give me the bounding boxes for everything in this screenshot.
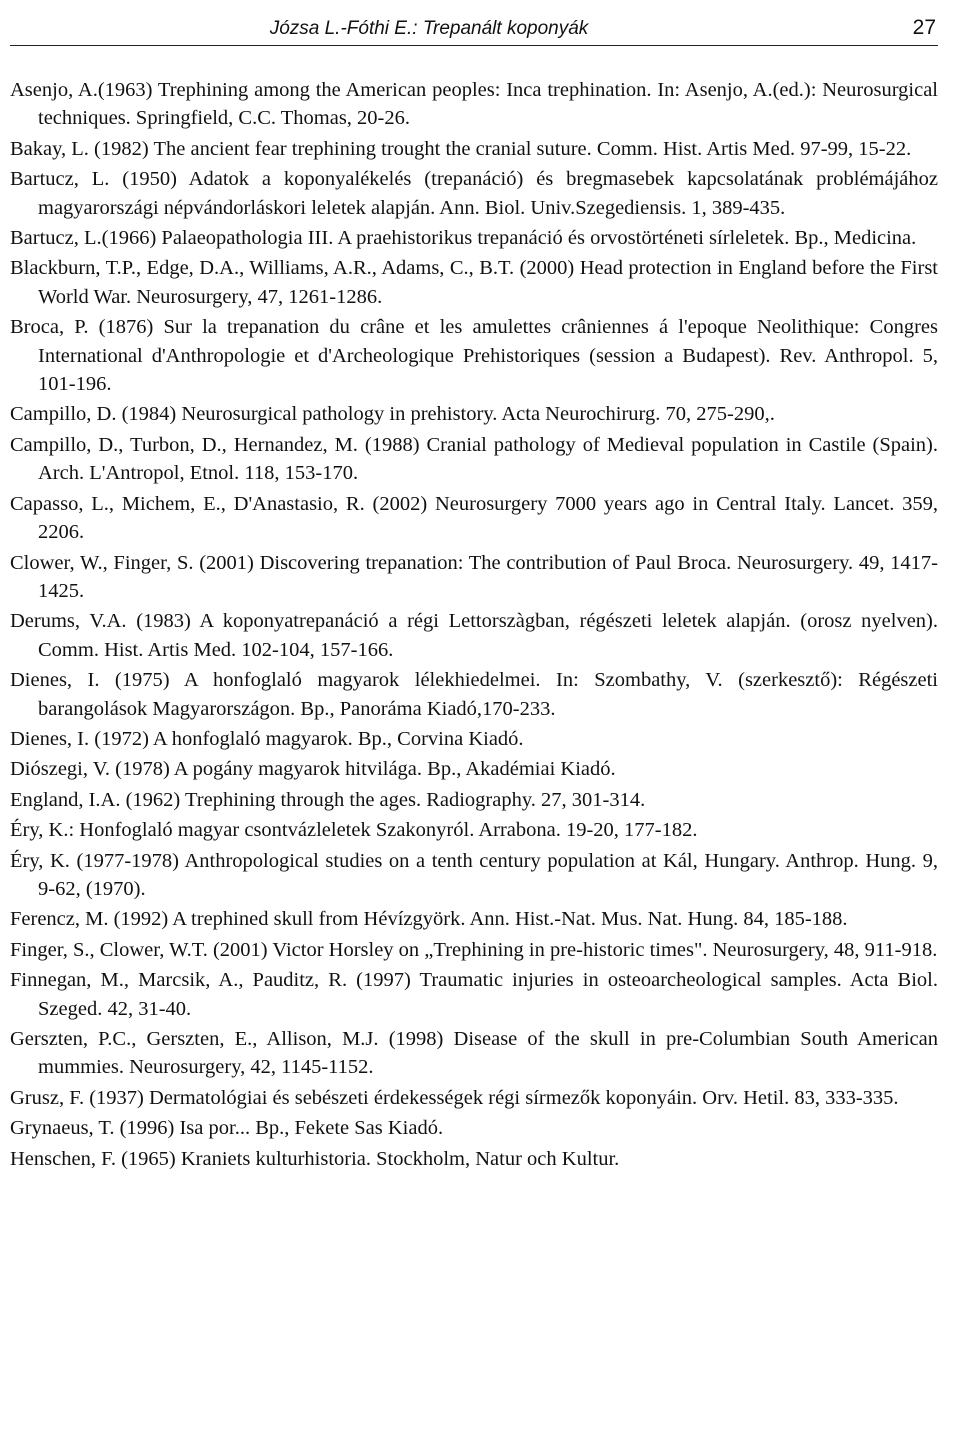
reference-entry: Blackburn, T.P., Edge, D.A., Williams, A.R., Adams, C., B.T. (2000) Head protection in England before the First World War. Neurosurgery, 47, 1261-1286.: [10, 257, 938, 308]
reference-entry: Gerszten, P.C., Gerszten, E., Allison, M.J. (1998) Disease of the skull in pre-Columbian South American mummies. Neurosurgery, 42, 1145-1152.: [10, 1028, 938, 1079]
reference-list: [10, 76, 938, 1173]
reference-entry: Derums, V.A. (1983) A koponyatrepanáció a régi Lettorszàgban, régészeti leletek alapján. (orosz nyelven). Comm. Hist. Artis Med. 102-104, 157-166.: [10, 610, 938, 661]
page-header: [10, 12, 938, 46]
reference-entry: Campillo, D. (1984) Neurosurgical pathology in prehistory. Acta Neurochirurg. 70, 275-290,.: [10, 403, 775, 426]
reference-entry: Éry, K. (1977-1978) Anthropological studies on a tenth century population at Kál, Hungary. Anthrop. Hung. 9, 9-62, (1970).: [10, 849, 938, 900]
reference-entry: Diószegi, V. (1978) A pogány magyarok hitvilága. Bp., Akadémiai Kiadó.: [10, 758, 616, 781]
reference-entry: Grusz, F. (1937) Dermatológiai és sebészeti érdekességek régi sírmezők koponyáin. Orv. Hetil. 83, 333-335.: [10, 1086, 899, 1109]
reference-entry: Ferencz, M. (1992) A trephined skull from Hévízgyörk. Ann. Hist.-Nat. Mus. Nat. Hung. 84, 185-188.: [10, 908, 848, 931]
reference-entry: Broca, P. (1876) Sur la trepanation du crâne et les amulettes crâniennes á l'epoque Neolithique: Congres International d'Anthropologie et d'Archeologique Prehistoriques (session a Budapest). Rev. Anthropol. 5, 101-196.: [10, 316, 938, 396]
reference-entry: Henschen, F. (1965) Kraniets kulturhistoria. Stockholm, Natur och Kultur.: [10, 1147, 620, 1170]
reference-entry: Dienes, I. (1975) A honfoglaló magyarok lélekhiedelmei. In: Szombathy, V. (szerkesztő): Régészeti barangolások Magyarországon. Bp., Panoráma Kiadó,170-233.: [10, 669, 938, 720]
reference-entry: Capasso, L., Michem, E., D'Anastasio, R. (2002) Neurosurgery 7000 years ago in Central Italy. Lancet. 359, 2206.: [10, 492, 938, 544]
reference-entry: England, I.A. (1962) Trephining through the ages. Radiography. 27, 301-314.: [10, 788, 646, 811]
reference-entry: Asenjo, A.(1963) Trephining among the American peoples: Inca trephination. In: Asenjo, A.(ed.): Neurosurgical techniques. Springfield, C.C. Thomas, 20-26.: [10, 79, 938, 130]
reference-entry: Bartucz, L.(1966) Palaeopathologia III. A praehistorikus trepanáció és orvostörténeti sírleletek. Bp., Medicina.: [10, 227, 917, 250]
reference-entry: Campillo, D., Turbon, D., Hernandez, M. (1988) Cranial pathology of Medieval population in Castile (Spain). Arch. L'Antropol, Etnol. 118, 153-170.: [10, 433, 938, 485]
reference-entry: Finnegan, M., Marcsik, A., Pauditz, R. (1997) Traumatic injuries in osteoarcheological samples. Acta Biol. Szeged. 42, 31-40.: [10, 969, 938, 1020]
reference-entry: Finger, S., Clower, W.T. (2001) Victor Horsley on „Trephining in pre-historic times". Neurosurgery, 48, 911-918.: [10, 938, 938, 961]
reference-entry: Dienes, I. (1972) A honfoglaló magyarok. Bp., Corvina Kiadó.: [10, 727, 524, 750]
reference-entry: Bartucz, L. (1950) Adatok a koponyalékelés (trepanáció) és bregmasebek kapcsolatának problémájához magyarországi népvándorláskori leletek alapján. Ann. Biol. Univ.Szegediensis. 1, 389-435.: [10, 168, 938, 219]
running-title: Józsa L.-Fóthi E.: Trepanált koponyák: [269, 18, 589, 39]
page-number: 27: [912, 16, 936, 39]
reference-entry: Éry, K.: Honfoglaló magyar csontvázleletek Szakonyról. Arrabona. 19-20, 177-182.: [10, 819, 698, 842]
header-rule: [10, 45, 938, 46]
reference-entry: Bakay, L. (1982) The ancient fear trephining trought the cranial suture. Comm. Hist. Artis Med. 97-99, 15-22.: [10, 137, 912, 160]
reference-entry: Grynaeus, T. (1996) Isa por... Bp., Fekete Sas Kiadó.: [10, 1117, 444, 1140]
reference-entry: Clower, W., Finger, S. (2001) Discovering trepanation: The contribution of Paul Broca. Neurosurgery. 49, 1417-1425.: [10, 551, 938, 602]
